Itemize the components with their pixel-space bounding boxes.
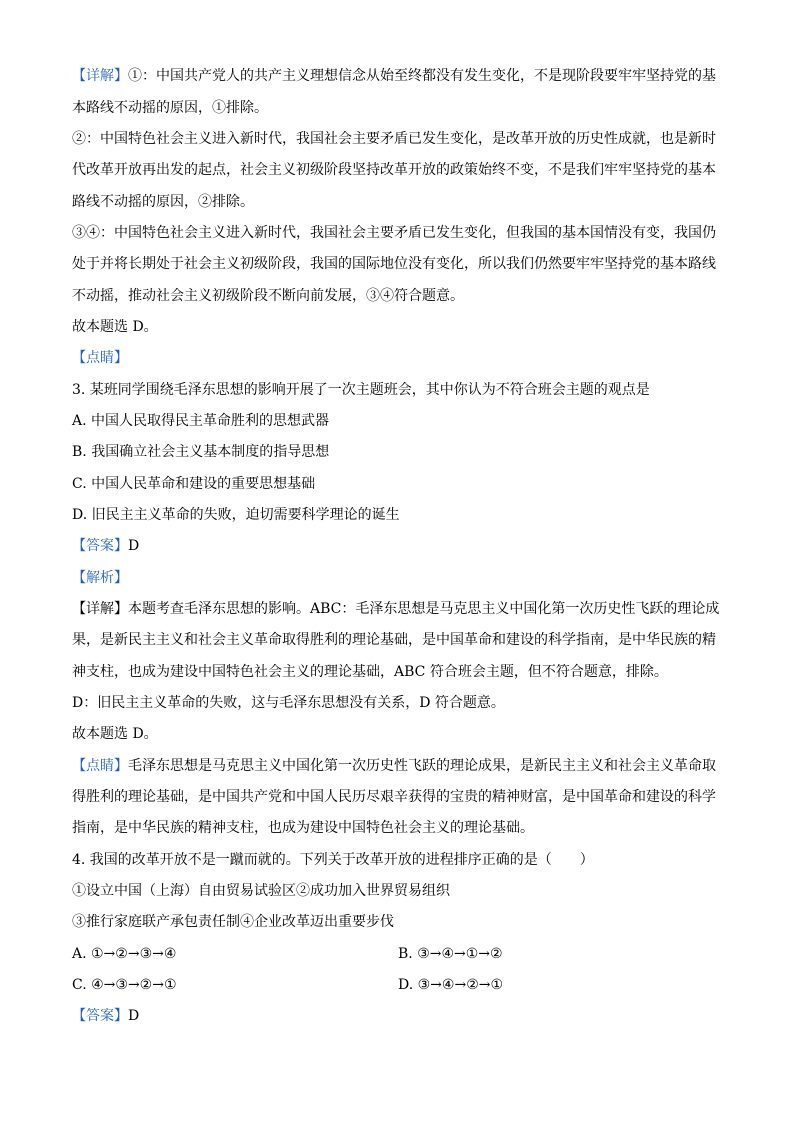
q3-conclusion: 故本题选 D。 — [72, 726, 158, 742]
q4-stem: 4. 我国的改革开放不是一蹴而就的。下列关于改革开放的进程排序正确的是（ ） — [72, 852, 594, 868]
q3-option-c: C. 中国人民革命和建设的重要思想基础 — [72, 476, 316, 492]
q3-detail-line-4: D：旧民主主义革命的失败，这与毛泽东思想没有关系，D 符合题意。 — [72, 695, 505, 711]
q2-comment-tag: 【点睛】 — [72, 350, 128, 366]
q3-detail-line-3: 神支柱，也成为建设中国特色社会主义的理论基础，ABC 符合班会主题，但不符合题意，排除。 — [72, 664, 668, 680]
q3-comment-line-1: 【点睛】毛泽东思想是马克思主义中国化第一次历史性飞跃的理论成果，是新民主主义和社会主义革命取 — [72, 758, 716, 774]
q3-detail-line-1: 【详解】本题考查毛泽东思想的影响。ABC：毛泽东思想是马克思主义中国化第一次历史性飞跃的理论成 — [72, 601, 720, 617]
q2-detail-line-7: 处于并将长期处于社会主义初级阶段，我国的国际地位没有变化，所以我们仍然要牢牢坚持党的基本路线 — [72, 256, 716, 272]
q2-detail-line-8: 不动摇，推动社会主义初级阶段不断向前发展，③④符合题意。 — [72, 288, 464, 304]
q4-answer — [72, 1006, 139, 1026]
q3-stem: 3. 某班同学围绕毛泽东思想的影响开展了一次主题班会，其中你认为不符合班会主题的观点是 — [72, 382, 650, 398]
q2-detail-line-5: 路线不动摇的原因，②排除。 — [72, 194, 254, 210]
q3-option-a: A. 中国人民取得民主革命胜利的思想武器 — [72, 413, 330, 429]
q3-comment-line-2: 得胜利的理论基础，是中国共产党和中国人民历尽艰辛获得的宝贵的精神财富，是中国革命和建设的科学 — [72, 789, 716, 805]
q3-analysis-tag: 【解析】 — [72, 570, 128, 586]
answer-tag: 【答案】 — [72, 1008, 128, 1024]
q4-option-b: B. ③→④→①→② — [398, 946, 503, 962]
answer-value: D — [128, 1008, 140, 1024]
q3-detail-line-2: 果，是新民主主义和社会主义革命取得胜利的理论基础，是中国革命和建设的科学指南，是中华民族的精 — [72, 632, 716, 648]
q4-items-3-4: ③推行家庭联产承包责任制④企业改革迈出重要步伐 — [72, 914, 394, 930]
answer-value: D — [128, 538, 140, 554]
q2-detail-line-4: 代改革开放再出发的起点，社会主义初级阶段坚持改革开放的政策始终不变，不是我们牢牢坚持党的基本 — [72, 162, 716, 178]
answer-tag: 【答案】 — [72, 538, 128, 554]
q4-option-d: D. ③→④→②→① — [398, 977, 504, 993]
q3-answer — [72, 536, 139, 556]
q4-option-a: A. ①→②→③→④ — [72, 946, 177, 962]
detail-tag: 【详解】 — [72, 601, 128, 617]
q2-conclusion: 故本题选 D。 — [72, 319, 158, 335]
q3-option-b: B. 我国确立社会主义基本制度的指导思想 — [72, 444, 330, 460]
q2-detail-line-2: 本路线不动摇的原因，①排除。 — [72, 100, 268, 116]
detail-tag: 【详解】 — [72, 68, 128, 84]
q2-detail-line-1: 【详解】①：中国共产党人的共产主义理想信念从始至终都没有发生变化，不是现阶段要牢牢坚持党的基 — [72, 68, 716, 84]
q4-items-1-2: ①设立中国（上海）自由贸易试验区②成功加入世界贸易组织 — [72, 883, 450, 899]
comment-tag: 【点睛】 — [72, 758, 128, 774]
q3-option-d: D. 旧民主主义革命的失败，迫切需要科学理论的诞生 — [72, 507, 400, 523]
q2-detail-line-6: ③④：中国特色社会主义进入新时代，我国社会主要矛盾已发生变化，但我国的基本国情没有变，我国仍 — [72, 225, 716, 241]
q2-detail-line-3: ②：中国特色社会主义进入新时代，我国社会主要矛盾已发生变化，是改革开放的历史性成就，也是新时 — [72, 131, 716, 147]
q3-comment-line-3: 指南，是中华民族的精神支柱，也成为建设中国特色社会主义的理论基础。 — [72, 820, 534, 836]
q4-option-c: C. ④→③→②→① — [72, 977, 177, 993]
